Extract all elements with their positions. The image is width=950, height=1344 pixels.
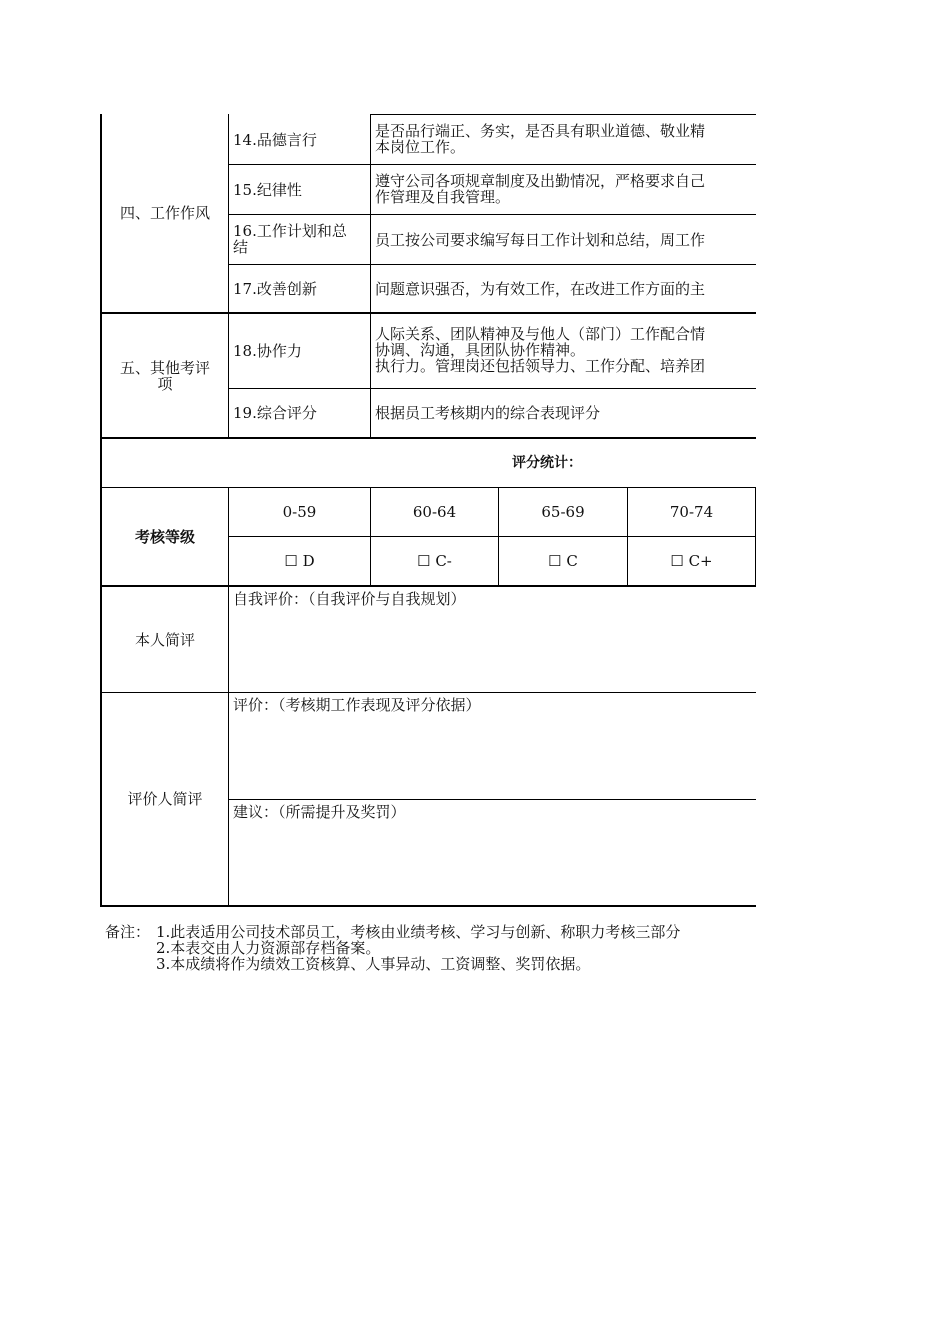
item-desc: 遵守公司各项规章制度及出勤情况，严格要求自己 作管理及自我管理。 bbox=[375, 173, 706, 205]
grade-checkbox-c-plus[interactable]: ☐ C+ bbox=[670, 552, 713, 570]
grade-checkbox-c-minus[interactable]: ☐ C- bbox=[417, 552, 452, 570]
col-divider bbox=[755, 488, 756, 586]
self-review-field[interactable]: 自我评价：（自我评价与自我规划） bbox=[233, 591, 466, 608]
self-review-label: 本人简评 bbox=[134, 630, 195, 649]
reviewer-advice-field[interactable]: 建议：（所需提升及奖罚） bbox=[233, 804, 406, 821]
item-name: 14.品德言行 bbox=[233, 130, 317, 149]
note-line: 2.本表交由人力资源部存档备案。 bbox=[156, 939, 381, 957]
row-divider bbox=[370, 114, 756, 115]
item-name: 19.综合评分 bbox=[233, 404, 317, 422]
note-line: 1.此表适用公司技术部员工，考核由业绩考核、学习与创新、称职力考核三部分 bbox=[156, 924, 681, 941]
item-name: 18.协作力 bbox=[233, 342, 302, 360]
item-desc: 人际关系、团队精神及与他人（部门）工作配合情 协调、沟通，具团队协作精神。 执行力。管理岗还包括领导力、工作分配、培养团 bbox=[375, 326, 706, 374]
grade-label: 考核等级 bbox=[134, 527, 195, 546]
grade-range: 0-59 bbox=[282, 503, 317, 521]
item-name: 17.改善创新 bbox=[233, 279, 317, 298]
category-work-style: 四、工作作风 bbox=[119, 204, 210, 222]
score-stats-label: 评分统计： bbox=[512, 455, 582, 471]
grade-checkbox-d[interactable]: ☐ D bbox=[284, 552, 315, 570]
notes-lines bbox=[156, 924, 950, 972]
grade-checkbox-c[interactable]: ☐ C bbox=[548, 552, 578, 570]
reviewer-eval-field[interactable]: 评价：（考核期工作表现及评分依据） bbox=[233, 697, 481, 714]
grade-range: 70-74 bbox=[669, 503, 714, 521]
table-bottom-border bbox=[100, 905, 756, 907]
item-desc: 员工按公司要求编写每日工作计划和总结，周工作 bbox=[375, 230, 706, 249]
item-desc: 根据员工考核期内的综合表现评分 bbox=[375, 404, 601, 422]
grade-range: 65-69 bbox=[541, 503, 585, 521]
item-desc: 问题意识强否，为有效工作，在改进工作方面的主 bbox=[375, 279, 706, 298]
note-line: 3.本成绩将作为绩效工资核算、人事异动、工资调整、奖罚依据。 bbox=[156, 955, 591, 972]
grade-range: 60-64 bbox=[412, 503, 457, 521]
notes-prefix: 备注： bbox=[105, 923, 151, 941]
row-divider bbox=[228, 799, 756, 800]
item-name: 16.工作计划和总 结 bbox=[233, 223, 347, 255]
item-desc: 是否品行端正、务实，是否具有职业道德、敬业精 本岗位工作。 bbox=[375, 123, 706, 155]
category-other: 五、其他考评 项 bbox=[119, 358, 210, 393]
item-name: 15.纪律性 bbox=[233, 180, 302, 199]
reviewer-label: 评价人简评 bbox=[127, 790, 203, 808]
